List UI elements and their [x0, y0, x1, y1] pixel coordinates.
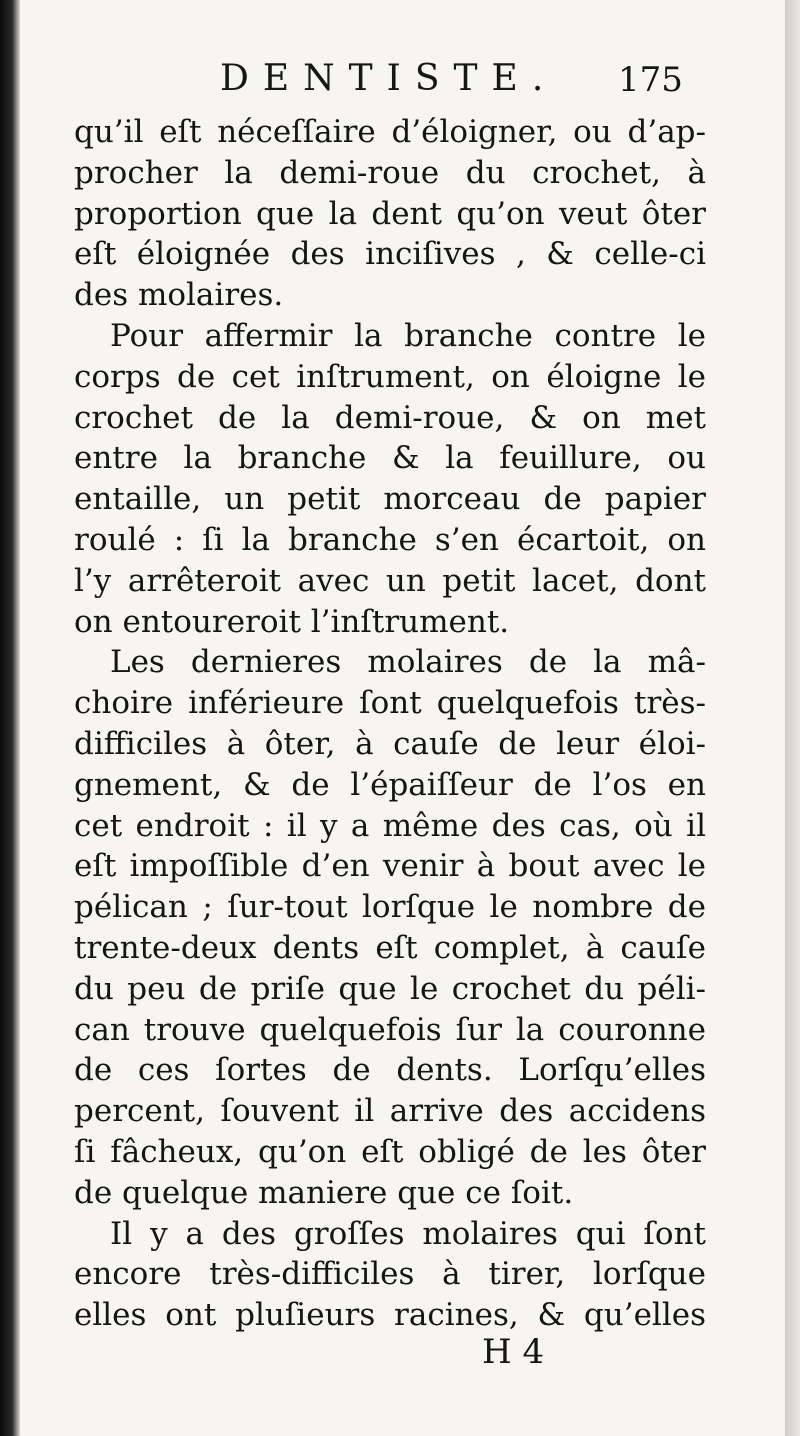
text-line: gnement, & de l’épaiſſeur de l’os en — [74, 766, 706, 803]
text-line: proportion que la dent qu’on veut ôter — [74, 195, 706, 232]
text-line: can trouve quelquefois ſur la couronne — [74, 1011, 706, 1048]
text-line: elles ont pluſieurs racines, & qu’elles — [74, 1297, 706, 1334]
page-number: 175 — [618, 60, 683, 100]
text-line: on entoureroit l’inſtrument. — [74, 603, 510, 640]
text-line: eſt impoſſible d’en venir à bout avec le — [74, 848, 706, 885]
text-line: Il y a des groſſes molaires qui ſont — [110, 1215, 706, 1252]
text-line: encore très-difficiles à tirer, lorſque — [74, 1256, 706, 1293]
text-line: trente-deux dents eſt complet, à cauſe — [74, 929, 706, 966]
text-line: entaille, un petit morceau de papier — [74, 481, 706, 518]
text-line: entre la branche & la feuillure, ou — [74, 440, 706, 477]
running-title: DENTISTE. — [220, 58, 558, 99]
text-line: procher la demi-roue du crochet, à — [74, 154, 706, 191]
page-right-margin — [785, 0, 800, 1436]
text-line: Pour affermir la branche contre le — [110, 317, 706, 354]
page-gutter-shadow — [0, 0, 20, 1436]
text-line: ſi fâcheux, qu’on eſt obligé de les ôter — [74, 1133, 706, 1170]
text-line: corps de cet inſtrument, on éloigne le — [74, 358, 706, 395]
text-line: crochet de la demi-roue, & on met — [74, 399, 706, 436]
text-line: difficiles à ôter, à cauſe de leur éloi- — [74, 725, 706, 762]
text-line: percent, ſouvent il arrive des accidens — [74, 1093, 706, 1130]
text-line: choire inférieure ſont quelquefois très- — [74, 685, 706, 722]
text-line: du peu de priſe que le crochet du péli- — [74, 970, 706, 1007]
text-line: eſt éloignée des inciſives , & celle-ci — [74, 236, 706, 273]
text-line: qu’il eſt néceſſaire d’éloigner, ou d’ap- — [74, 114, 706, 150]
text-line: Les dernieres molaires de la mâ- — [110, 644, 706, 681]
text-line: cet endroit : il y a même des cas, où il — [74, 807, 706, 844]
text-line: de quelque maniere que ce ſoit. — [74, 1174, 574, 1211]
text-line: roulé : ſi la branche s’en écartoit, on — [74, 521, 706, 558]
text-line: de ces ſortes de dents. Lorſqu’elles — [74, 1052, 706, 1089]
page-header — [20, 58, 785, 118]
body-text — [74, 112, 706, 1336]
text-line: des molaires. — [74, 277, 284, 314]
signature-mark: H 4 — [482, 1332, 545, 1372]
book-page — [20, 0, 785, 1436]
text-line: pélican ; ſur-tout lorſque le nombre de — [74, 889, 706, 926]
text-line: l’y arrêteroit avec un petit lacet, dont — [74, 562, 706, 599]
